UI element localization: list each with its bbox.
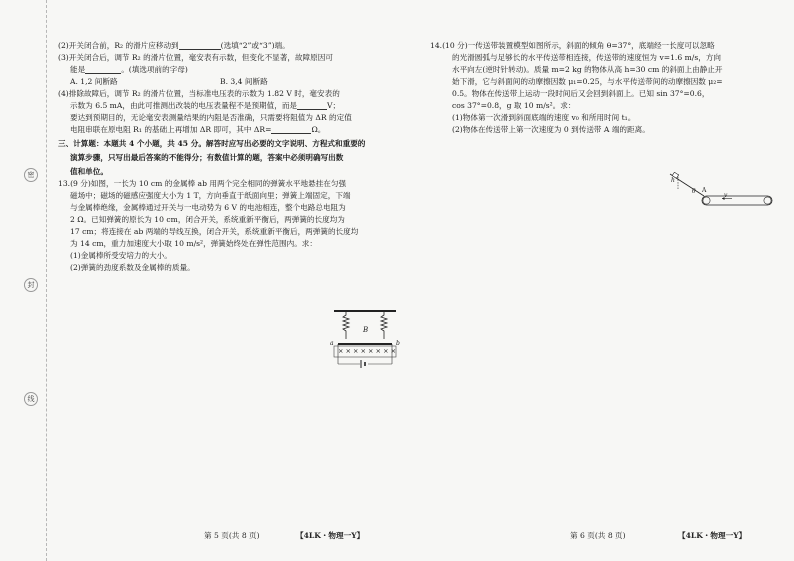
option-b: B. 3,4 间断路 xyxy=(220,77,268,86)
left-page-number: 第 5 页(共 8 页) xyxy=(204,531,260,540)
right-page-number: 第 6 页(共 8 页) xyxy=(570,531,626,540)
q14-line-4: 始下滑，它与斜面间的动摩擦因数 μ₁=0.25，与水平传送带间的动摩擦因数 μ₂= xyxy=(452,77,723,86)
q14-line-6: cos 37°=0.8，g 取 10 m/s²。求： xyxy=(452,101,576,110)
q13-line-6: 为 14 cm，重力加速度大小取 10 m/s²，弹簧始终处在弹性范围内。求： xyxy=(70,239,317,248)
q4-text-d: Ω。 xyxy=(311,125,326,134)
q4-text-a: 示数为 6.5 mA，由此可推测出改装的电压表量程不是预期值，而是 xyxy=(70,101,298,110)
q3-options xyxy=(58,76,396,88)
right-page-column xyxy=(430,40,778,136)
label-theta: θ xyxy=(692,188,696,195)
option-a: A. 1,2 间断路 xyxy=(70,77,118,86)
q3-text: 能是 xyxy=(70,65,86,74)
rod-end-b: b xyxy=(396,340,400,347)
q2-tail: (选填“2”或“3”)端。 xyxy=(220,41,290,50)
left-page-column xyxy=(58,40,396,274)
left-roller xyxy=(703,197,710,204)
q4-line-1: (4)排除故障后，调节 R₂ 的滑片位置，当标准电压表的示数为 1.82 V 时，毫安表的 xyxy=(58,89,340,98)
q13-line-1: 13.(9 分)如图，一长为 10 cm 的金属棒 ab 用两个完全相同的弹簧水平地悬挂在匀强 xyxy=(58,179,347,188)
label-h: h xyxy=(671,177,675,184)
right-exam-code: 【4LK・物理一Y】 xyxy=(678,531,747,540)
q13-sub-1: (1)金属棒所受安培力的大小。 xyxy=(70,251,172,260)
q14-line-5: 0.5。物体在传送带上运动一段时间后又会回到斜面上。已知 sin 37°=0.6， xyxy=(452,89,710,98)
field-label-b: B xyxy=(363,326,369,334)
conveyor-belt xyxy=(702,196,772,205)
label-a: A xyxy=(702,187,707,194)
left-exam-code: 【4LK・物理一Y】 xyxy=(296,531,365,540)
q13-block xyxy=(58,178,396,274)
q13-line-2: 磁场中；磁场的磁感应强度大小为 1 T，方向垂直于纸面向里；弹簧上端固定，下端 xyxy=(70,191,351,200)
q14-line-1: 14.(10 分)一传送带装置模型如图所示，斜面的倾角 θ=37°，底端经一长度可以忽略 xyxy=(430,41,715,50)
q14-line-3: 水平向左(逆时针转动)。质量 m=2 kg 的物体从高 h=30 cm 的斜面上由静止开 xyxy=(452,65,723,74)
conveyor-diagram xyxy=(664,172,776,208)
section-3-heading-1: 三、计算题：本题共 4 个小题，共 45 分。解答时应写出必要的文字说明、方程式和重要的 xyxy=(58,139,366,148)
q2-text: (2)开关闭合前，R₂ 的滑片应移动到 xyxy=(58,41,179,50)
section-3-heading-3: 值和单位。 xyxy=(70,167,108,176)
rod-end-a: a xyxy=(330,340,334,347)
spring-rod-diagram xyxy=(330,308,402,368)
q2-line xyxy=(58,40,396,52)
q3-line-2 xyxy=(58,64,396,76)
right-spring xyxy=(381,312,387,339)
label-v: v xyxy=(724,192,728,199)
q13-sub-2: (2)弹簧的劲度系数及金属棒的质量。 xyxy=(70,263,195,272)
q3-line-1: (3)开关闭合后，调节 R₂ 的滑片位置，毫安表有示数，但变化不显著，故障原因可 xyxy=(58,53,333,62)
q4-line-2 xyxy=(58,100,396,112)
binding-mark-2: 封 xyxy=(24,278,38,292)
field-crosses: × × × × × × × × xyxy=(338,347,397,355)
binding-mark-1: 密 xyxy=(24,168,38,182)
q13-line-3: 与金属棒绝缘，金属棒通过开关与一电动势为 6 V 的电池相连，整个电路总电阻为 xyxy=(70,203,346,212)
q4-range-blank[interactable] xyxy=(297,100,327,110)
q14-figure xyxy=(664,172,776,208)
q13-figure xyxy=(330,308,402,368)
q14-line-2: 的光滑圆弧与足够长的水平传送带相连接，传送带的速度恒为 v=1.6 m/s，方向 xyxy=(452,53,722,62)
q4-delta-r-blank[interactable] xyxy=(271,124,311,134)
section-3-heading-2: 演算步骤，只写出最后答案的不能得分；有数值计算的题，答案中必须明确写出数 xyxy=(70,153,344,162)
q4-line-3: 要达到预期目的，无论毫安表测量结果的内阻是否准确，只需要将阻值为 ΔR 的定值 xyxy=(70,113,352,122)
right-footer xyxy=(570,530,747,541)
q4-line-4 xyxy=(58,124,396,136)
binding-margin xyxy=(16,0,47,561)
q4-text-c: 电阻串联在原电阻 R₁ 的基础上再增加 ΔR 即可，其中 ΔR= xyxy=(70,125,272,134)
q14-sub-2: (2)物体在传送带上第一次速度为 0 到传送带 A 端的距离。 xyxy=(452,125,650,134)
right-roller xyxy=(764,197,771,204)
q4-text-b: V； xyxy=(327,101,341,110)
q14-sub-1: (1)物体第一次滑到斜面底端的速度 v₀ 和所用时间 t₁。 xyxy=(452,113,636,122)
q3-tail: 。(填选项前的字母) xyxy=(121,65,188,74)
q2-answer-blank[interactable] xyxy=(179,40,221,50)
q13-line-5: 17 cm；将连接在 ab 两端的导线互换，闭合开关，系统重新平衡后，两弹簧的长度均 xyxy=(70,227,359,236)
q3-answer-blank[interactable] xyxy=(85,64,121,74)
left-footer xyxy=(204,530,365,541)
left-spring xyxy=(343,312,349,339)
q13-line-4: 2 Ω。已知弹簧的原长为 10 cm，闭合开关，系统重新平衡后，两弹簧的长度均为 xyxy=(70,215,345,224)
binding-mark-3: 线 xyxy=(24,392,38,406)
